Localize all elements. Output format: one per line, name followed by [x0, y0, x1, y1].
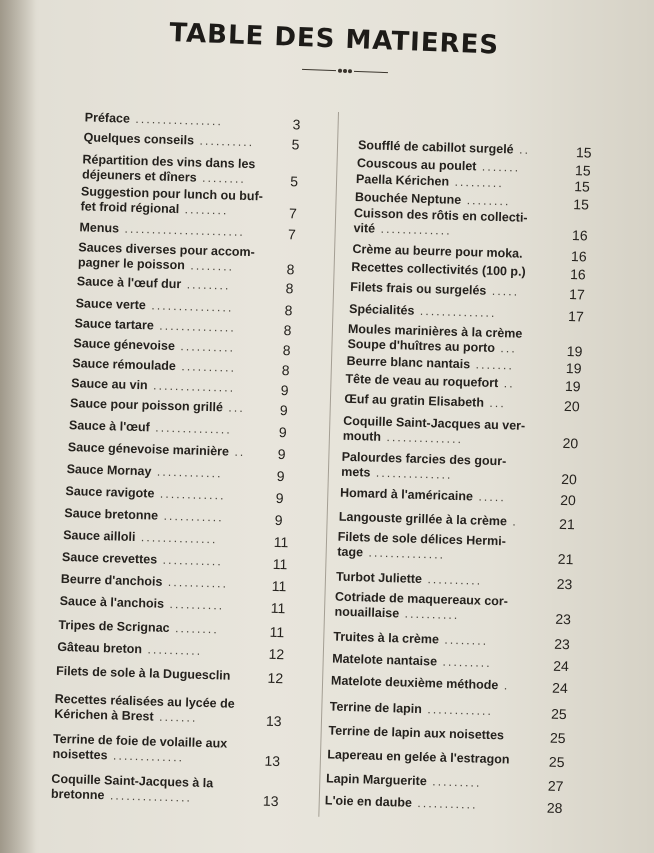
- entry-page-number: 21: [557, 550, 574, 568]
- entry-page-number: 11: [269, 623, 285, 641]
- entry-page-number: 12: [268, 645, 285, 663]
- entry-leader-dots: ............: [151, 464, 223, 481]
- entry-page-number: 9: [276, 467, 285, 485]
- page-title: TABLE DES MATIERES: [168, 18, 500, 61]
- toc-entry-right: [349, 302, 559, 323]
- entry-page-number: 17: [568, 286, 585, 303]
- entry-leader-dots: ..............: [135, 529, 218, 547]
- entry-title: Sauce génevoise: [73, 336, 176, 354]
- entry-leader-dots: ........: [179, 202, 229, 218]
- entry-title: Recettes réalisées au lycée de Kérichen à Brest: [54, 691, 235, 724]
- toc-entry-right: [340, 486, 550, 507]
- entry-title: Matelote deuxième méthode: [330, 673, 499, 693]
- entry-leader-dots: ..........: [174, 339, 236, 355]
- entry-leader-dots: ...: [494, 340, 518, 356]
- entry-title: Beurre blanc nantais: [346, 353, 471, 372]
- entry-title: Sauce génevoise marinière: [67, 440, 230, 459]
- toc-entry-right: [327, 747, 537, 768]
- entry-leader-dots: ..............: [362, 545, 446, 562]
- entry-leader-dots: ........: [169, 620, 220, 637]
- toc-entry-right: [328, 723, 538, 744]
- entry-title: Truites à la crème: [333, 629, 440, 647]
- entry-page-number: 16: [571, 227, 588, 244]
- entry-title: Paella Kérichen: [355, 172, 450, 189]
- entry-page-number: 8: [285, 280, 294, 297]
- entry-leader-dots: ..: [498, 376, 515, 391]
- entry-leader-dots: ..........: [421, 572, 483, 588]
- entry-title: Terrine de foie de volaille aux noisettes: [52, 731, 228, 763]
- entry-title: Suggestion pour lunch ou buf- fet froid régional: [80, 184, 264, 217]
- entry-page-number: 17: [567, 307, 584, 325]
- toc-entry-right: [325, 793, 535, 814]
- entry-title: Crème au beurre pour moka.: [352, 241, 523, 261]
- entry-page-number: 9: [278, 423, 287, 441]
- entry-page-number: 8: [286, 261, 295, 278]
- entry-title: Sauce à l'œuf dur: [76, 274, 182, 292]
- entry-leader-dots: ...: [222, 400, 246, 415]
- entry-leader-dots: ...........: [156, 552, 224, 569]
- entry-page-number: 8: [281, 362, 290, 379]
- entry-page-number: 9: [277, 445, 286, 463]
- entry-page-number: 25: [549, 729, 566, 747]
- entry-title: Coquille Saint-Jacques au ver- mouth: [342, 413, 526, 444]
- entry-leader-dots: ........: [438, 632, 489, 648]
- entry-leader-dots: ...............: [104, 788, 193, 805]
- entry-title: Sauce tartare: [74, 316, 154, 333]
- entry-title: Sauce au vin: [71, 376, 148, 393]
- entry-title: Spécialités: [348, 301, 415, 318]
- entry-page-number: 11: [272, 555, 288, 573]
- entry-title: Préface: [84, 110, 131, 126]
- toc-entry-right: [347, 322, 558, 358]
- entry-leader-dots: ..........: [175, 359, 237, 375]
- entry-title: Langouste grillée à la crème: [338, 509, 508, 529]
- entry-leader-dots: ...............: [147, 378, 236, 395]
- entry-leader-dots: .....: [486, 283, 520, 299]
- entry-page-number: 20: [560, 491, 577, 509]
- toc-entry-right: [334, 590, 545, 626]
- entry-title: Lapin Marguerite: [325, 771, 427, 789]
- entry-leader-dots: ............: [421, 702, 494, 719]
- entry-page-number: 23: [556, 575, 573, 593]
- entry-leader-dots: .........: [426, 774, 482, 790]
- entry-leader-dots: .............: [374, 221, 452, 238]
- entry-page-number: 9: [280, 381, 289, 399]
- entry-page-number: 23: [555, 610, 572, 628]
- entry-page-number: 28: [546, 799, 563, 817]
- entry-page-number: 15: [575, 144, 592, 161]
- entry-page-number: 11: [271, 577, 287, 595]
- entry-title: Sauce bretonne: [64, 505, 159, 523]
- entry-leader-dots: .: [498, 678, 510, 693]
- entry-title: Répartition des vins dans les déjeuners et dîners: [81, 152, 256, 185]
- entry-leader-dots: ...........: [162, 574, 229, 591]
- entry-title: Coquille Saint-Jacques à la bretonne: [50, 771, 214, 803]
- entry-title: Sauce à l'anchois: [59, 593, 165, 611]
- entry-title: Couscous au poulet: [356, 156, 477, 174]
- entry-page-number: 19: [566, 342, 583, 360]
- entry-leader-dots: ......................: [118, 221, 246, 239]
- entry-page-number: 23: [554, 635, 571, 653]
- entry-title: Terrine de lapin aux noisettes: [328, 723, 505, 743]
- entry-title: Sauces diverses pour accom- pagner le poisson: [77, 240, 255, 273]
- toc-entry-right: [350, 280, 560, 301]
- entry-page-number: 21: [558, 515, 575, 533]
- entry-title: Soufflé de cabillot surgelé: [357, 138, 514, 157]
- entry-page-number: 19: [564, 377, 581, 395]
- entry-title: Homard à l'américaine: [339, 485, 474, 504]
- entry-leader-dots: .......: [476, 159, 521, 175]
- entry-leader-dots: ...: [483, 395, 507, 411]
- entry-title: Sauce rémoulade: [72, 356, 177, 374]
- entry-page-number: 9: [279, 401, 288, 419]
- entry-leader-dots: ...............: [145, 298, 234, 315]
- toc-entry-right: [331, 674, 541, 695]
- entry-page-number: 9: [275, 489, 284, 507]
- entry-page-number: 5: [291, 136, 300, 153]
- entry-page-number: 5: [290, 173, 299, 190]
- entry-leader-dots: .........: [436, 654, 492, 670]
- entry-title: Tripes de Scrignac: [58, 617, 170, 635]
- entry-page-number: 8: [282, 342, 291, 359]
- entry-leader-dots: ............: [154, 486, 226, 503]
- entry-title: Sauce pour poisson grillé: [69, 396, 224, 415]
- entry-page-number: 13: [264, 752, 281, 770]
- entry-page-number: 11: [270, 599, 286, 617]
- toc-entry-right: [333, 630, 543, 651]
- entry-leader-dots: ..............: [380, 429, 464, 447]
- toc-entry-right: [339, 510, 549, 531]
- entry-title: Sauce verte: [75, 296, 147, 313]
- entry-leader-dots: ..: [513, 142, 531, 157]
- entry-title: Œuf au gratin Elisabeth: [344, 391, 485, 410]
- entry-leader-dots: .........: [448, 174, 505, 191]
- entry-page-number: 24: [551, 679, 568, 697]
- toc-entry-right: [341, 450, 552, 486]
- entry-title: Palourdes farcies des gour- mets: [341, 449, 507, 480]
- entry-title: Turbot Juliette: [335, 569, 423, 587]
- entry-page-number: 12: [267, 669, 284, 687]
- toc-entry-right: [337, 530, 548, 566]
- entry-leader-dots: ..........: [141, 642, 203, 658]
- entry-leader-dots: ................: [129, 111, 224, 129]
- entry-title: Recettes collectivités (100 p.): [351, 259, 526, 279]
- toc-entry-right: [330, 699, 540, 720]
- entry-title: Lapereau en gelée à l'estragon: [327, 747, 510, 767]
- toc-entry-right: [352, 242, 562, 263]
- entry-title: Beurre d'anchois: [60, 571, 163, 589]
- entry-title: Terrine de lapin: [329, 699, 423, 717]
- entry-page-number: 20: [562, 434, 579, 452]
- toc-entry-right: [326, 771, 536, 792]
- entry-leader-dots: .......: [153, 709, 198, 725]
- entry-title: Bouchée Neptune: [354, 189, 462, 207]
- entry-page-number: 13: [262, 792, 279, 810]
- entry-title: Sauce Mornay: [66, 462, 152, 479]
- entry-leader-dots: ........: [184, 258, 235, 274]
- entry-leader-dots: ..............: [414, 303, 497, 320]
- entry-leader-dots: .....: [472, 489, 507, 505]
- entry-page-number: 11: [273, 533, 289, 551]
- entry-page-number: 7: [288, 205, 297, 222]
- entry-title: Quelques conseils: [83, 130, 195, 148]
- toc-entry-right: [353, 206, 564, 242]
- entry-page-number: 3: [292, 116, 301, 133]
- entry-title: Filets de sole délices Hermi- tage: [337, 529, 507, 560]
- entry-title: Matelote nantaise: [331, 651, 438, 669]
- entry-page-number: 15: [573, 178, 591, 195]
- entry-page-number: 19: [565, 359, 582, 377]
- toc-entry-right: [346, 354, 556, 375]
- entry-page-number: 16: [570, 248, 587, 265]
- entry-page-number: 27: [547, 777, 564, 795]
- entry-page-number: 16: [569, 266, 586, 283]
- entry-page-number: 7: [287, 226, 296, 243]
- entry-title: Cotriade de maquereaux cor- nouaillaise: [334, 589, 509, 621]
- entry-title: Sauce ravigote: [65, 484, 155, 501]
- entry-leader-dots: ........: [196, 170, 247, 186]
- entry-leader-dots: ..........: [193, 133, 255, 150]
- entry-title: Gâteau breton: [57, 639, 143, 657]
- entry-page-number: 25: [550, 705, 567, 723]
- entry-title: L'oie en daube: [324, 793, 413, 810]
- entry-leader-dots: .............: [107, 748, 185, 765]
- entry-title: Tête de veau au roquefort: [345, 371, 499, 391]
- entry-leader-dots: ...........: [157, 508, 224, 525]
- entry-page-number: 13: [265, 712, 282, 730]
- entry-leader-dots: ..............: [149, 420, 233, 437]
- entry-title: Menus: [79, 220, 120, 236]
- entry-leader-dots: ..............: [153, 318, 237, 335]
- entry-leader-dots: .......: [469, 357, 515, 373]
- entry-title: Moules marinières à la crème Soupe d'huîtres au porto: [347, 321, 523, 355]
- entry-title: Sauce ailloli: [62, 527, 136, 544]
- entry-page-number: 8: [283, 322, 292, 339]
- entry-leader-dots: ..........: [163, 596, 225, 613]
- toc-entry-right: [343, 414, 554, 450]
- entry-page-number: 20: [561, 470, 578, 488]
- entry-title: Sauce crevettes: [61, 549, 158, 567]
- entry-leader-dots: ...........: [411, 795, 478, 812]
- entry-leader-dots: ........: [461, 192, 511, 209]
- entry-leader-dots: ..: [228, 444, 246, 460]
- entry-page-number: 20: [563, 397, 580, 415]
- entry-page-number: 15: [574, 162, 591, 179]
- toc-entry-right: [358, 138, 568, 159]
- entry-title: Filets frais ou surgelés: [350, 279, 487, 298]
- entry-leader-dots: ..........: [398, 606, 460, 623]
- entry-title: Filets de sole à la Duguesclin: [55, 663, 231, 683]
- entry-leader-dots: ........: [181, 277, 231, 293]
- toc-entry-right: [345, 372, 555, 393]
- entry-leader-dots: .: [506, 514, 519, 529]
- toc-entry-right: [351, 260, 561, 281]
- entry-page-number: 8: [284, 302, 293, 319]
- entry-leader-dots: ..............: [370, 465, 453, 482]
- toc-entry-right: [332, 652, 542, 673]
- entry-page-number: 9: [274, 511, 283, 529]
- entry-title: Cuisson des rôtis en collecti- vité: [353, 205, 528, 236]
- entry-title: Sauce à l'œuf: [68, 418, 150, 435]
- toc-entry-right: [336, 570, 546, 591]
- entry-page-number: 25: [548, 753, 565, 771]
- entry-page-number: 15: [573, 196, 590, 213]
- toc-entry-right: [344, 392, 554, 413]
- entry-page-number: 24: [552, 657, 570, 675]
